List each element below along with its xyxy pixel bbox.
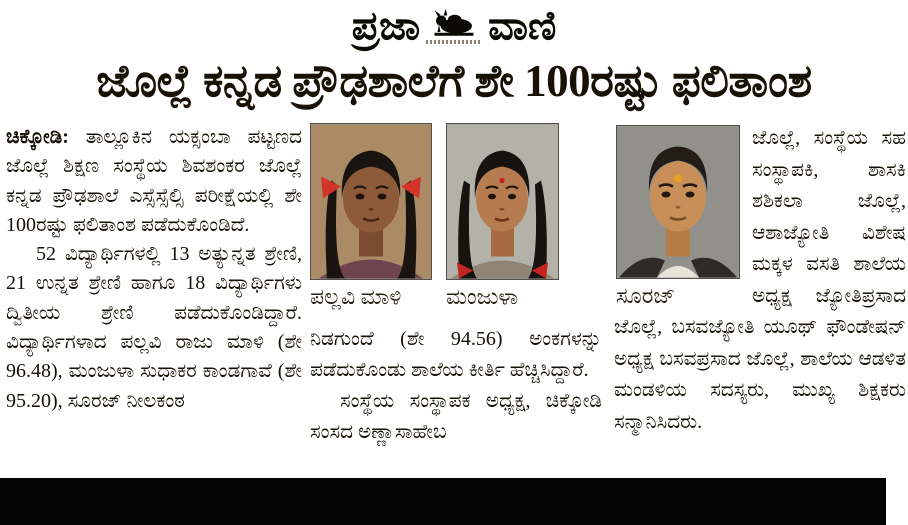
nandi-bull-icon xyxy=(431,8,477,38)
left-text-column xyxy=(6,123,302,416)
middle-column xyxy=(310,123,602,448)
paragraph: ಸಂಸ್ಥೆಯ ಸಂಸ್ಥಾಪಕ ಅಧ್ಯಕ್ಷ, ಚಿಕ್ಕೋಡಿ ಸಂಸದ ಅಣ್ಣಾಸಾಹೇಬ xyxy=(310,390,602,443)
student-portrait-pallavi xyxy=(310,123,432,280)
masthead xyxy=(0,2,908,50)
photo-caption-pallavi: ಪಲ್ಲವಿ ಮಾಳಿ xyxy=(310,284,402,309)
photo-caption-suraj: ಸೂರಜ್ xyxy=(616,283,676,308)
masthead-tagline-smudge xyxy=(426,40,482,44)
student-photo-figure xyxy=(310,123,432,310)
paragraph-text: ತಾಲ್ಲೂಕಿನ ಯಕ್ಸಂಬಾ ಪಟ್ಟಣದ ಜೊಲ್ಲೆ ಶಿಕ್ಷಣ ಸಂಸ್ಥೆಯ ಶಿವಶಂಕರ ಜೊಲ್ಲೆ ಕನ್ನಡ ಪ್ರೌಢಶಾಲೆ ಎಸ್ಸೆಸ್ಸೆಲ್ಸಿ ಪರೀಕ್ಷೆಯಲ್ಲಿ ಶೇ 100ರಷ್ಟು ಫಲಿತಾಂಶ ಪಡೆದುಕೊಂಡಿದೆ. xyxy=(6,126,302,236)
middle-text-block xyxy=(310,324,602,448)
paragraph: ಜೊಲ್ಲೆ, ಸಂಸ್ಥೆಯ ಸಹ ಸಂಸ್ಥಾಪಕಿ, ಶಾಸಕಿ ಶಶಿಕಲಾ ಜೊಲ್ಲೆ, ಆಶಾಜ್ಯೋತಿ ವಿಶೇಷ ಮಕ್ಕಳ ವಸತಿ ಶಾಲೆಯ ಅಧ್ಯಕ್ಷ ಜ್ಯೋತಿಪ್ರಸಾದ ಜೊಲ್ಲೆ, ಬಸವಜ್ಯೋತಿ ಯೂಥ್ ಫೌಂಡೇಷನ್ ಅಧ್ಯಕ್ಷ ಬಸವಪ್ರಸಾದ ಜೊಲ್ಲೆ, ಶಾಲೆಯ ಆಡಳಿತ ಮಂಡಳಿಯ ಸದಸ್ಯರು, ಮುಖ್ಯ ಶಿಕ್ಷಕರು ಸನ್ಮಾನಿಸಿದರು. xyxy=(614,127,906,433)
paragraph xyxy=(6,123,302,240)
redaction-bar xyxy=(0,478,886,525)
student-photo-figure xyxy=(616,125,740,309)
dateline: ಚಿಕ್ಕೋಡಿ: xyxy=(6,126,69,148)
student-portrait-manjula xyxy=(446,123,559,280)
article-headline: ಜೊಲ್ಲೆ ಕನ್ನಡ ಪ್ರೌಢಶಾಲೆಗೆ ಶೇ 100ರಷ್ಟು ಫಲಿತಾಂಶ xyxy=(96,56,812,106)
right-text-column xyxy=(614,123,906,438)
student-photo-figure xyxy=(446,123,559,310)
paragraph: ನಿಡಗುಂದೆ (ಶೇ 94.56) ಅಂಕಗಳನ್ನು ಪಡೆದುಕೊಂಡು ಶಾಲೆಯ ಕೀರ್ತಿ ಹೆಚ್ಚಿಸಿದ್ದಾರೆ. xyxy=(310,328,602,381)
masthead-logo-right: ವಾಣಿ xyxy=(488,3,557,48)
masthead-logo-left: ಪ್ರಜಾ xyxy=(351,3,421,48)
photo-caption-manjula: ಮಂಜುಳಾ xyxy=(446,284,519,309)
student-portrait-suraj xyxy=(616,125,740,279)
photo-row xyxy=(310,123,602,310)
paragraph: 52 ವಿದ್ಯಾರ್ಥಿಗಳಲ್ಲಿ 13 ಅತ್ಯುನ್ನತ ಶ್ರೇಣಿ, 21 ಉನ್ನತ ಶ್ರೇಣಿ ಹಾಗೂ 18 ವಿದ್ಯಾರ್ಥಿಗಳು ದ್ವಿತೀಯ ಶ್ರೇಣಿ ಪಡೆದುಕೊಂಡಿದ್ದಾರೆ. ವಿದ್ಯಾರ್ಥಿಗಳಾದ ಪಲ್ಲವಿ ರಾಜು ಮಾಳಿ (ಶೇ 96.48), ಮಂಜುಳಾ ಸುಧಾಕರ ಕಾಂಡಗಾವೆ (ಶೇ 95.20), ಸೂರಜ್ ನೀಲಕಂಠ xyxy=(6,243,302,412)
